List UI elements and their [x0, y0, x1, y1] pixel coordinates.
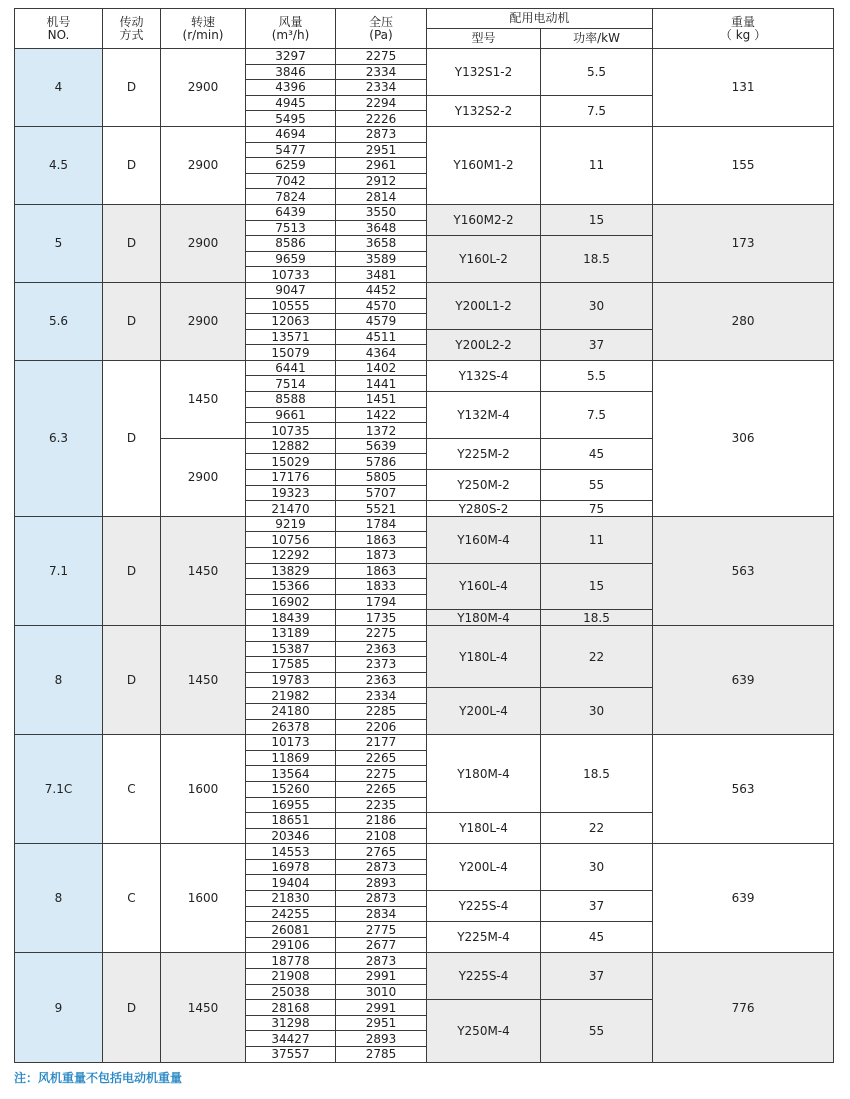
cell-pressure: 2893	[336, 875, 427, 891]
cell-pressure: 4579	[336, 314, 427, 330]
table-row	[15, 204, 834, 220]
cell-flow: 10733	[246, 267, 336, 283]
cell-pressure: 2991	[336, 969, 427, 985]
cell-motor-power: 45	[541, 438, 653, 469]
cell-pressure: 5805	[336, 470, 427, 486]
cell-flow: 5477	[246, 142, 336, 158]
cell-pressure: 5639	[336, 438, 427, 454]
cell-pressure: 2363	[336, 641, 427, 657]
cell-drive: D	[103, 516, 161, 625]
cell-motor-model: Y180L-4	[427, 813, 541, 844]
cell-pressure: 2961	[336, 158, 427, 174]
cell-pressure: 1735	[336, 610, 427, 626]
cell-flow: 24255	[246, 906, 336, 922]
cell-pressure: 2334	[336, 80, 427, 96]
cell-drive: D	[103, 204, 161, 282]
header-speed: 转速 (r/min)	[161, 9, 246, 49]
cell-flow: 19404	[246, 875, 336, 891]
header-weight: 重量 （ kg ）	[653, 9, 834, 49]
cell-flow: 17176	[246, 470, 336, 486]
cell-weight: 563	[653, 516, 834, 625]
cell-flow: 6439	[246, 204, 336, 220]
cell-flow: 18651	[246, 813, 336, 829]
cell-flow: 34427	[246, 1031, 336, 1047]
cell-motor-power: 5.5	[541, 360, 653, 391]
cell-pressure: 1863	[336, 532, 427, 548]
cell-pressure: 4511	[336, 329, 427, 345]
table-row	[15, 282, 834, 298]
cell-flow: 25038	[246, 984, 336, 1000]
cell-flow: 12292	[246, 548, 336, 564]
cell-no: 5	[15, 204, 103, 282]
cell-pressure: 1794	[336, 594, 427, 610]
cell-pressure: 1422	[336, 407, 427, 423]
cell-pressure: 3010	[336, 984, 427, 1000]
cell-drive: D	[103, 282, 161, 360]
cell-drive: D	[103, 625, 161, 734]
cell-pressure: 2873	[336, 891, 427, 907]
cell-flow: 21830	[246, 891, 336, 907]
cell-speed: 1600	[161, 844, 246, 953]
cell-motor-power: 22	[541, 625, 653, 687]
cell-flow: 19323	[246, 485, 336, 501]
cell-pressure: 2814	[336, 189, 427, 205]
cell-motor-model: Y132S1-2	[427, 49, 541, 96]
header-motor-model: 型号	[427, 29, 541, 49]
cell-flow: 15387	[246, 641, 336, 657]
cell-motor-power: 15	[541, 563, 653, 610]
cell-pressure: 5707	[336, 485, 427, 501]
cell-flow: 9219	[246, 516, 336, 532]
cell-motor-power: 22	[541, 813, 653, 844]
header-motor-group: 配用电动机	[427, 9, 653, 29]
cell-motor-model: Y225S-4	[427, 953, 541, 1000]
cell-flow: 13189	[246, 625, 336, 641]
cell-motor-model: Y200L-4	[427, 844, 541, 891]
cell-flow: 28168	[246, 1000, 336, 1016]
cell-flow: 5495	[246, 111, 336, 127]
cell-pressure: 2912	[336, 173, 427, 189]
header-flow: 风量 (m³/h)	[246, 9, 336, 49]
table-row	[15, 126, 834, 142]
cell-pressure: 2785	[336, 1047, 427, 1063]
cell-motor-model: Y280S-2	[427, 501, 541, 517]
cell-flow: 18439	[246, 610, 336, 626]
cell-no: 5.6	[15, 282, 103, 360]
table-row	[15, 516, 834, 532]
cell-drive: D	[103, 126, 161, 204]
cell-motor-model: Y132M-4	[427, 392, 541, 439]
cell-pressure: 2873	[336, 953, 427, 969]
cell-motor-model: Y160M2-2	[427, 204, 541, 235]
cell-flow: 24180	[246, 703, 336, 719]
cell-pressure: 2285	[336, 703, 427, 719]
cell-motor-model: Y132S-4	[427, 360, 541, 391]
cell-flow: 9661	[246, 407, 336, 423]
cell-pressure: 2951	[336, 142, 427, 158]
cell-no: 8	[15, 625, 103, 734]
cell-pressure: 3550	[336, 204, 427, 220]
header-motor-power: 功率/kW	[541, 29, 653, 49]
fan-spec-table	[14, 8, 834, 1063]
cell-flow: 31298	[246, 1015, 336, 1031]
footnote: 注：风机重量不包括电动机重量	[14, 1071, 183, 1085]
cell-speed: 1450	[161, 953, 246, 1062]
cell-pressure: 2226	[336, 111, 427, 127]
cell-flow: 9047	[246, 282, 336, 298]
cell-pressure: 2265	[336, 781, 427, 797]
cell-flow: 20346	[246, 828, 336, 844]
cell-flow: 37557	[246, 1047, 336, 1063]
cell-flow: 21982	[246, 688, 336, 704]
cell-pressure: 2834	[336, 906, 427, 922]
cell-motor-power: 18.5	[541, 610, 653, 626]
header-no: 机号 NO.	[15, 9, 103, 49]
cell-motor-model: Y180M-4	[427, 735, 541, 813]
cell-flow: 4694	[246, 126, 336, 142]
cell-motor-power: 5.5	[541, 49, 653, 96]
cell-drive: C	[103, 844, 161, 953]
cell-pressure: 3658	[336, 236, 427, 252]
cell-weight: 563	[653, 735, 834, 844]
cell-motor-model: Y160M1-2	[427, 126, 541, 204]
cell-pressure: 1372	[336, 423, 427, 439]
cell-no: 8	[15, 844, 103, 953]
cell-flow: 15029	[246, 454, 336, 470]
cell-pressure: 2775	[336, 922, 427, 938]
cell-motor-power: 37	[541, 953, 653, 1000]
cell-speed: 2900	[161, 126, 246, 204]
cell-motor-model: Y250M-4	[427, 1000, 541, 1062]
cell-pressure: 2893	[336, 1031, 427, 1047]
cell-pressure: 2108	[336, 828, 427, 844]
cell-no: 7.1	[15, 516, 103, 625]
cell-speed: 1600	[161, 735, 246, 844]
cell-flow: 8586	[246, 236, 336, 252]
table-row	[15, 625, 834, 641]
cell-speed: 2900	[161, 282, 246, 360]
cell-motor-model: Y200L2-2	[427, 329, 541, 360]
cell-speed: 2900	[161, 49, 246, 127]
table-row	[15, 360, 834, 376]
cell-pressure: 2765	[336, 844, 427, 860]
cell-pressure: 1784	[336, 516, 427, 532]
cell-flow: 29106	[246, 937, 336, 953]
cell-no: 4.5	[15, 126, 103, 204]
cell-motor-model: Y225M-2	[427, 438, 541, 469]
cell-drive: D	[103, 953, 161, 1062]
cell-flow: 6441	[246, 360, 336, 376]
cell-motor-power: 18.5	[541, 236, 653, 283]
cell-motor-model: Y200L-4	[427, 688, 541, 735]
cell-motor-model: Y180M-4	[427, 610, 541, 626]
cell-flow: 13571	[246, 329, 336, 345]
cell-no: 4	[15, 49, 103, 127]
cell-flow: 19783	[246, 672, 336, 688]
cell-pressure: 2873	[336, 859, 427, 875]
cell-flow: 10756	[246, 532, 336, 548]
header-pressure: 全压 (Pa)	[336, 9, 427, 49]
cell-flow: 3297	[246, 49, 336, 65]
cell-flow: 7824	[246, 189, 336, 205]
cell-speed: 2900	[161, 204, 246, 282]
cell-pressure: 2363	[336, 672, 427, 688]
cell-motor-power: 7.5	[541, 95, 653, 126]
cell-flow: 16978	[246, 859, 336, 875]
cell-pressure: 3648	[336, 220, 427, 236]
cell-pressure: 2373	[336, 657, 427, 673]
cell-pressure: 2334	[336, 64, 427, 80]
cell-motor-model: Y160L-4	[427, 563, 541, 610]
table-row	[15, 49, 834, 65]
cell-weight: 639	[653, 844, 834, 953]
cell-flow: 4945	[246, 95, 336, 111]
cell-drive: D	[103, 360, 161, 516]
cell-pressure: 2677	[336, 937, 427, 953]
cell-pressure: 1833	[336, 579, 427, 595]
cell-motor-power: 11	[541, 516, 653, 563]
cell-pressure: 2206	[336, 719, 427, 735]
cell-flow: 7514	[246, 376, 336, 392]
cell-flow: 15079	[246, 345, 336, 361]
cell-speed: 1450	[161, 360, 246, 438]
cell-weight: 776	[653, 953, 834, 1062]
cell-flow: 7042	[246, 173, 336, 189]
cell-motor-power: 55	[541, 470, 653, 501]
header-drive: 传动 方式	[103, 9, 161, 49]
cell-flow: 15366	[246, 579, 336, 595]
cell-pressure: 2873	[336, 126, 427, 142]
cell-pressure: 4364	[336, 345, 427, 361]
cell-pressure: 2275	[336, 766, 427, 782]
cell-pressure: 5786	[336, 454, 427, 470]
cell-pressure: 1873	[336, 548, 427, 564]
cell-motor-model: Y160M-4	[427, 516, 541, 563]
cell-motor-model: Y160L-2	[427, 236, 541, 283]
cell-motor-power: 30	[541, 688, 653, 735]
cell-flow: 10555	[246, 298, 336, 314]
cell-pressure: 2991	[336, 1000, 427, 1016]
cell-flow: 17585	[246, 657, 336, 673]
cell-flow: 16955	[246, 797, 336, 813]
cell-pressure: 1402	[336, 360, 427, 376]
cell-pressure: 3589	[336, 251, 427, 267]
cell-flow: 6259	[246, 158, 336, 174]
cell-speed: 1450	[161, 625, 246, 734]
cell-weight: 639	[653, 625, 834, 734]
cell-motor-model: Y200L1-2	[427, 282, 541, 329]
table-row	[15, 735, 834, 751]
cell-no: 9	[15, 953, 103, 1062]
cell-motor-power: 37	[541, 329, 653, 360]
cell-motor-model: Y225S-4	[427, 891, 541, 922]
cell-pressure: 2265	[336, 750, 427, 766]
cell-pressure: 4452	[336, 282, 427, 298]
cell-flow: 26081	[246, 922, 336, 938]
cell-flow: 9659	[246, 251, 336, 267]
cell-motor-model: Y180L-4	[427, 625, 541, 687]
cell-pressure: 2186	[336, 813, 427, 829]
cell-flow: 8588	[246, 392, 336, 408]
cell-motor-power: 55	[541, 1000, 653, 1062]
cell-motor-power: 15	[541, 204, 653, 235]
cell-pressure: 2294	[336, 95, 427, 111]
cell-flow: 13829	[246, 563, 336, 579]
cell-flow: 26378	[246, 719, 336, 735]
cell-flow: 18778	[246, 953, 336, 969]
cell-motor-model: Y132S2-2	[427, 95, 541, 126]
cell-speed: 2900	[161, 438, 246, 516]
cell-flow: 13564	[246, 766, 336, 782]
cell-motor-model: Y250M-2	[427, 470, 541, 501]
cell-motor-power: 45	[541, 922, 653, 953]
cell-weight: 131	[653, 49, 834, 127]
cell-flow: 4396	[246, 80, 336, 96]
cell-pressure: 2275	[336, 49, 427, 65]
table-body	[15, 49, 834, 1063]
cell-flow: 12882	[246, 438, 336, 454]
cell-speed: 1450	[161, 516, 246, 625]
cell-flow: 10173	[246, 735, 336, 751]
table-row	[15, 953, 834, 969]
cell-flow: 16902	[246, 594, 336, 610]
cell-motor-power: 11	[541, 126, 653, 204]
cell-pressure: 2235	[336, 797, 427, 813]
cell-motor-power: 18.5	[541, 735, 653, 813]
cell-pressure: 4570	[336, 298, 427, 314]
cell-no: 6.3	[15, 360, 103, 516]
cell-flow: 21908	[246, 969, 336, 985]
cell-pressure: 1451	[336, 392, 427, 408]
cell-flow: 15260	[246, 781, 336, 797]
cell-pressure: 2177	[336, 735, 427, 751]
cell-weight: 173	[653, 204, 834, 282]
cell-motor-power: 37	[541, 891, 653, 922]
cell-pressure: 2275	[336, 625, 427, 641]
cell-pressure: 3481	[336, 267, 427, 283]
cell-weight: 280	[653, 282, 834, 360]
cell-motor-power: 75	[541, 501, 653, 517]
cell-motor-model: Y225M-4	[427, 922, 541, 953]
cell-pressure: 1863	[336, 563, 427, 579]
cell-flow: 7513	[246, 220, 336, 236]
cell-pressure: 5521	[336, 501, 427, 517]
cell-drive: C	[103, 735, 161, 844]
cell-pressure: 2334	[336, 688, 427, 704]
cell-flow: 21470	[246, 501, 336, 517]
cell-flow: 10735	[246, 423, 336, 439]
cell-weight: 306	[653, 360, 834, 516]
cell-flow: 12063	[246, 314, 336, 330]
cell-flow: 14553	[246, 844, 336, 860]
cell-pressure: 2951	[336, 1015, 427, 1031]
table-row	[15, 844, 834, 860]
cell-flow: 11869	[246, 750, 336, 766]
cell-pressure: 1441	[336, 376, 427, 392]
cell-motor-power: 30	[541, 844, 653, 891]
cell-no: 7.1C	[15, 735, 103, 844]
cell-drive: D	[103, 49, 161, 127]
cell-weight: 155	[653, 126, 834, 204]
cell-motor-power: 7.5	[541, 392, 653, 439]
cell-flow: 3846	[246, 64, 336, 80]
cell-motor-power: 30	[541, 282, 653, 329]
